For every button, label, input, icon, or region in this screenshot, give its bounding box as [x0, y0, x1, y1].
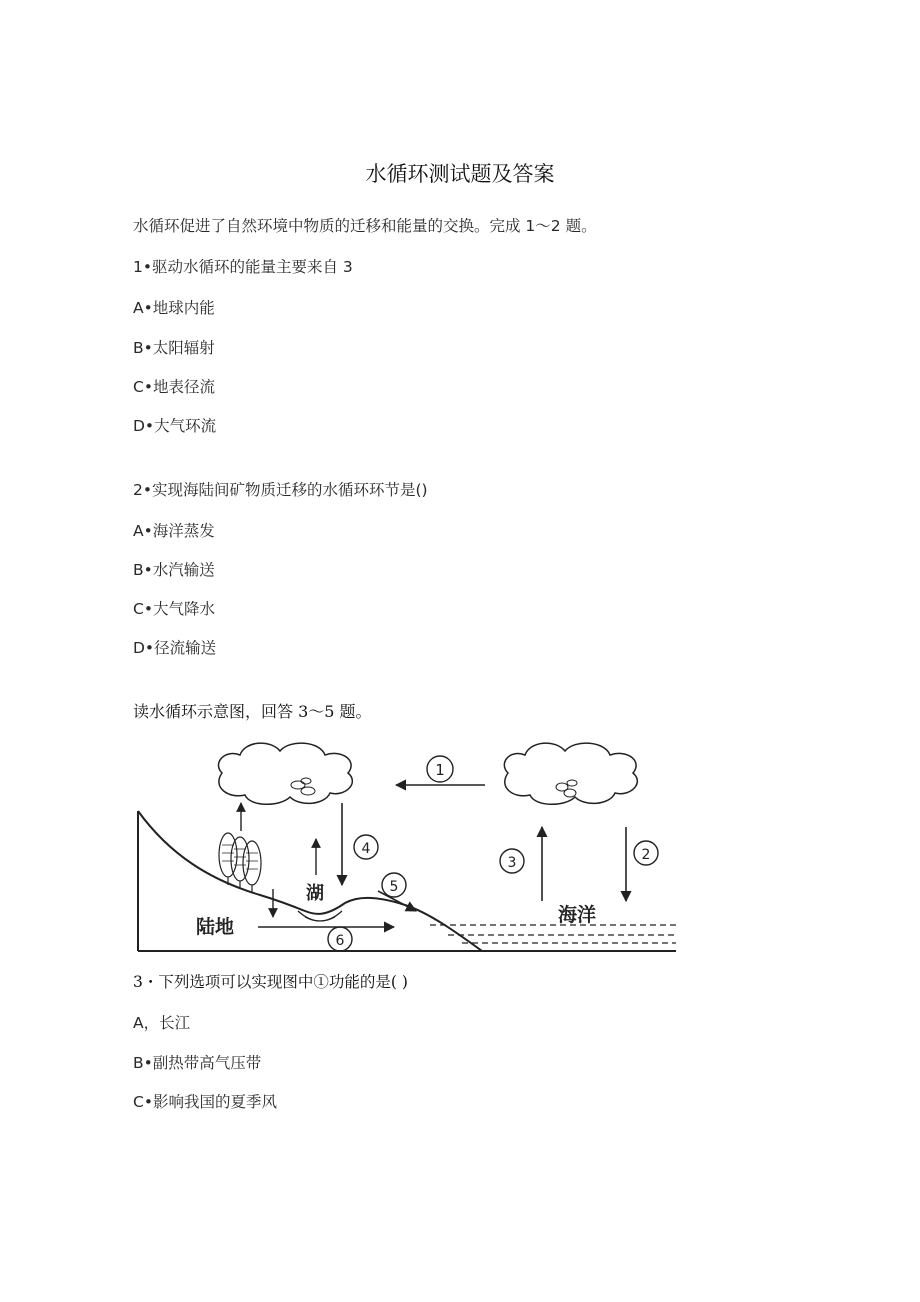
question-2-option-d: D•径流输送 [133, 639, 217, 657]
svg-text:1: 1 [435, 761, 445, 779]
svg-text:2: 2 [641, 847, 651, 863]
page-title: 水循环测试题及答案 [365, 162, 555, 186]
question-2-option-c: C•大气降水 [133, 600, 215, 618]
ocean-cloud-droplets-icon [556, 780, 577, 797]
svg-text:3: 3 [507, 855, 517, 871]
label-lake: 湖 [306, 883, 324, 904]
label-circle-5 [382, 873, 406, 897]
land-cloud-droplets-icon [291, 778, 315, 795]
intro-text: 水循环促进了自然环境中物质的迁移和能量的交换。完成 1～2 题。 [133, 217, 597, 235]
water-cycle-diagram [130, 735, 678, 957]
trees-icon [219, 833, 261, 893]
label-circle-3 [500, 849, 524, 873]
question-1-option-c: C•地表径流 [133, 378, 215, 396]
svg-text:6: 6 [335, 933, 345, 949]
svg-text:4: 4 [361, 841, 371, 857]
question-3-option-a: A，长江 [133, 1014, 191, 1032]
question-3-stem: 3・下列选项可以实现图中①功能的是( ) [133, 973, 408, 991]
svg-text:5: 5 [389, 879, 399, 895]
question-1-option-a: A•地球内能 [133, 299, 215, 317]
label-circle-6 [328, 927, 352, 951]
diagram-intro-text: 读水循环示意图，回答 3～5 题。 [133, 702, 372, 721]
question-1-stem: 1•驱动水循环的能量主要来自 3 [133, 258, 353, 276]
question-1-option-d: D•大气环流 [133, 417, 217, 435]
question-2-option-b: B•水汽输送 [133, 561, 215, 579]
label-circle-2 [634, 841, 658, 865]
land-slope [138, 811, 482, 951]
question-2-option-a: A•海洋蒸发 [133, 522, 215, 540]
land-cloud-icon [218, 743, 352, 804]
question-3-option-b: B•副热带高气压带 [133, 1054, 262, 1072]
question-3-option-c: C•影响我国的夏季风 [133, 1093, 277, 1111]
lake-water [298, 911, 342, 921]
question-2-stem: 2•实现海陆间矿物质迁移的水循环环节是() [133, 481, 428, 499]
label-land: 陆地 [196, 916, 235, 938]
label-circle-1 [427, 756, 453, 782]
question-1-option-b: B•太阳辐射 [133, 339, 215, 357]
ocean-cloud-icon [504, 743, 637, 804]
label-circle-4 [354, 835, 378, 859]
label-ocean: 海洋 [558, 904, 597, 926]
